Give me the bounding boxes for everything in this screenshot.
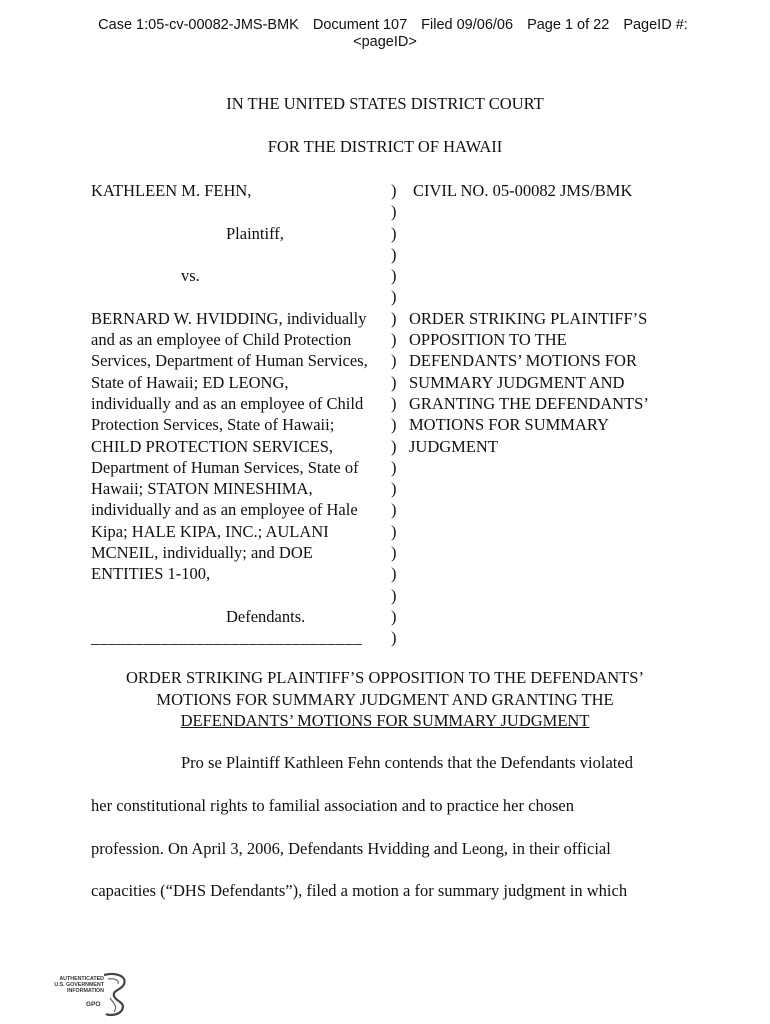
caption-paren: ) [391,415,397,435]
caption-row [91,286,691,307]
order-title-text: DEFENDANTS’ MOTIONS FOR [409,351,637,371]
filed-date: Filed 09/06/06 [421,17,514,33]
civil-number: CIVIL NO. 05-00082 JMS/BMK [413,181,633,200]
pageid-value: <pageID> [353,34,417,50]
caption-row [91,372,691,393]
caption-paren: ) [391,585,397,605]
caption-left-text: MCNEIL, individually; and DOE [91,543,313,563]
caption-paren: ) [391,543,397,563]
case-number: Case 1:05-cv-00082-JMS-BMK [98,17,299,33]
body-paragraph-line: profession. On April 3, 2006, Defendants Hvidding and Leong, in their official [91,839,611,858]
court-name: IN THE UNITED STATES DISTRICT COURT [226,94,544,113]
gpo-label: GPO [86,1001,101,1008]
order-title-text: ORDER STRIKING PLAINTIFF’S [409,308,648,328]
court-district: FOR THE DISTRICT OF HAWAII [267,137,503,156]
versus-label: vs. [181,266,200,286]
caption-row [91,308,691,329]
caption-left-text: BERNARD W. HVIDDING, individually [91,308,367,328]
caption-paren: ) [391,266,397,286]
caption-row [91,563,691,584]
caption-row [91,393,691,414]
caption-row [91,223,691,244]
caption-paren: ) [391,606,397,626]
order-title-text: GRANTING THE DEFENDANTS’ [409,393,649,413]
caption-paren: ) [391,330,397,350]
caption-paren: ) [391,308,397,328]
caption-row [91,265,691,286]
caption-row [91,499,691,520]
order-title-text: SUMMARY JUDGMENT AND [409,372,625,392]
caption-row [91,414,691,435]
caption-left-text: Protection Services, State of Hawaii; [91,415,335,435]
caption-row [91,478,691,499]
caption-left-text: ENTITIES 1-100, [91,564,211,584]
logo-text-line: INFORMATION [67,988,104,994]
caption-row [91,329,691,350]
gpo-authenticated-logo [42,972,132,1018]
caption-left-text: Kipa; HALE KIPA, INC.; AULANI [91,521,329,541]
body-paragraph-line: capacities (“DHS Defendants”), filed a motion a for summary judgment in which [91,881,628,900]
caption-left-text: Services, Department of Human Services, [91,351,368,371]
caption-left-text: individually and as an employee of Child [91,393,364,413]
logo-text [42,976,104,994]
caption-paren: ) [391,628,397,648]
case-caption [91,180,691,649]
caption-row [91,201,691,222]
order-title-text: JUDGMENT [409,436,498,456]
body-paragraph-line: her constitutional rights to familial association and to practice her chosen [91,796,574,815]
logo-text-line: U.S. GOVERNMENT [54,982,104,988]
caption-row [91,457,691,478]
caption-paren: ) [391,521,397,541]
caption-row [91,244,691,265]
caption-paren: ) [391,287,397,307]
caption-paren: ) [391,457,397,477]
defendants-label: Defendants. [226,606,306,626]
caption-left-text: State of Hawaii; ED LEONG, [91,372,289,392]
caption-left-text: and as an employee of Child Protection [91,330,352,350]
filing-header [0,17,770,51]
caption-paren: ) [391,202,397,222]
order-title-line: DEFENDANTS’ MOTIONS FOR SUMMARY JUDGMENT [180,711,590,730]
caption-row [91,585,691,606]
caption-row [91,521,691,542]
plaintiff-label: Plaintiff, [226,223,284,243]
caption-left-text: CHILD PROTECTION SERVICES, [91,436,334,456]
caption-row [91,436,691,457]
order-title-text: OPPOSITION TO THE [409,330,567,350]
caption-left-text: Department of Human Services, State of [91,457,359,477]
order-title-text: MOTIONS FOR SUMMARY [409,415,609,435]
caption-paren: ) [391,181,397,200]
caption-paren: ) [391,223,397,243]
body-paragraph-line: Pro se Plaintiff Kathleen Fehn contends that the Defendants violated [181,753,633,772]
logo-text-line: AUTHENTICATED [59,976,104,982]
caption-paren: ) [391,351,397,371]
filing-header-line [8,17,770,34]
document-number: Document 107 [312,17,408,33]
caption-rule: _______________________________ [91,628,363,648]
caption-paren: ) [391,372,397,392]
caption-row [91,542,691,563]
caption-row [91,180,691,201]
caption-left-text: KATHLEEN M. FEHN, [91,181,252,200]
order-title [0,667,770,732]
order-title-line: MOTIONS FOR SUMMARY JUDGMENT AND GRANTING THE [156,689,614,709]
caption-row [91,350,691,371]
caption-row [91,606,691,627]
caption-paren: ) [391,500,397,520]
caption-paren: ) [391,436,397,456]
caption-left-text: Hawaii; STATON MINESHIMA, [91,479,313,499]
caption-paren: ) [391,564,397,584]
caption-paren: ) [391,479,397,499]
eagle-icon [100,972,130,1018]
caption-paren: ) [391,393,397,413]
caption-paren: ) [391,244,397,264]
order-title-line: ORDER STRIKING PLAINTIFF’S OPPOSITION TO THE DEFENDANTS’ [126,668,644,687]
caption-row [91,627,691,648]
pageid-label: PageID #: [623,17,688,33]
page-count: Page 1 of 22 [527,17,610,33]
caption-left-text: individually and as an employee of Hale [91,500,358,520]
